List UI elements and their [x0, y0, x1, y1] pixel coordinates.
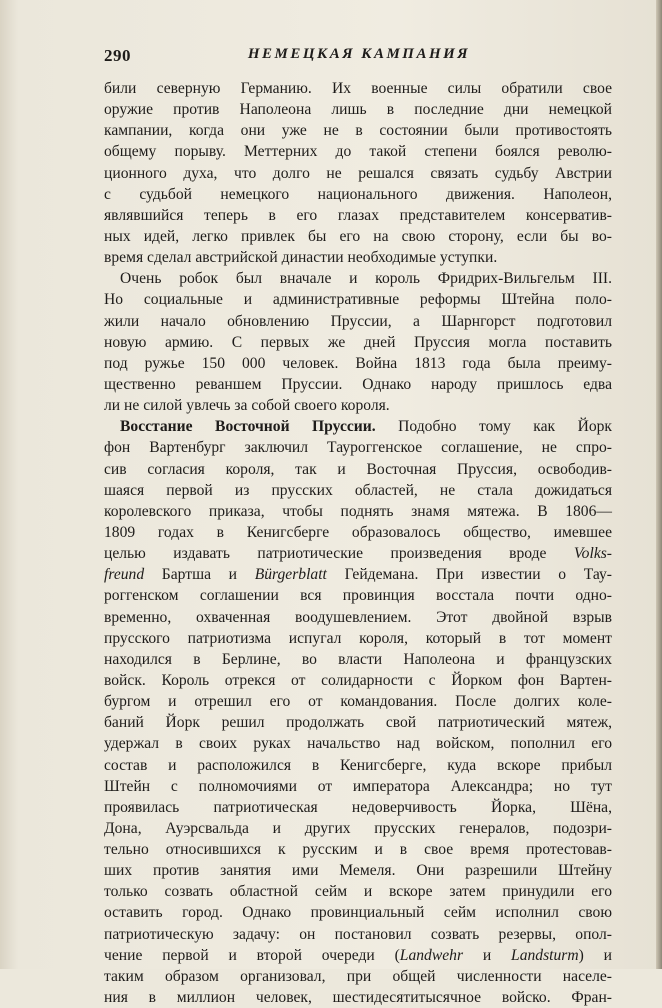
text-line: патриотическую задачу: он постановил созвать резервы, опол- [104, 925, 612, 943]
text-line: ния в миллион человек, шестидесятитысячное войско. Фран- [104, 989, 612, 1007]
text-line: являвшийся теперь в его глазах представителем консерватив- [104, 206, 612, 224]
text-line: с судьбой немецкого национального движения. Наполеон, [104, 185, 612, 203]
text-line: кампании, когда они уже не в состоянии были противостоять [104, 122, 612, 140]
text-line: Очень робок был вначале и король Фридрих-Вильгельм III. [120, 270, 612, 288]
text-line: прусского патриотизма испугал короля, который в тот момент [104, 629, 612, 647]
text-line: чение первой и второй очереди (Landwehr и Landsturm) и [104, 946, 612, 964]
text-line: под ружье 150 000 человек. Война 1813 года была преиму- [104, 354, 612, 372]
text-line: роггенском соглашении вся провинция восстала почти одно- [104, 587, 612, 605]
book-spine-shadow [656, 0, 662, 969]
text-line: королевского приказа, чтобы поднять знамя мятежа. В 1806— [104, 502, 612, 520]
text-line: били северную Германию. Их военные силы обратили свое [104, 80, 612, 97]
text-line: временно, охваченная воодушевлением. Этот двойной взрыв [104, 608, 612, 626]
text-line: таким образом организовал, при общей численности населе- [104, 967, 612, 985]
text-line: Восстание Восточной Пруссии. Подобно тому как Йорк [120, 418, 612, 436]
text-line: ших против занятия ими Мемеля. Они разрешили Штейну [104, 862, 612, 880]
text-line: сив согласия короля, так и Восточная Пруссия, освободив- [104, 460, 612, 478]
text-line: войск. Король отрекся от солидарности с Йорком фон Вартен- [104, 671, 612, 689]
text-line: время сделал австрийской династии необходимые уступки. [104, 249, 498, 267]
text-line: новую армию. С первых же дней Пруссия могла поставить [104, 333, 612, 351]
text-line: оружие против Наполеона лишь в последние дни немецкой [104, 101, 612, 119]
text-line: Штейн с полномочиями от императора Александра; но тут [104, 777, 612, 795]
text-line: тельно относившихся к русским и в свое время протестовав- [104, 841, 612, 859]
page-number: 290 [104, 46, 131, 65]
text-line: проявилась патриотическая недоверчивость Йорка, Шёна, [104, 798, 612, 816]
text-line: Но социальные и административные реформы Штейна поло- [104, 291, 612, 309]
text-line: freund Бартша и Bürgerblatt Гейдемана. При известии о Тау- [104, 566, 612, 584]
text-line: состав и расположился в Кенигсберге, куда вскоре прибыл [104, 756, 612, 774]
text-line: фон Вартенбург заключил Тауроггенское соглашение, не спро- [104, 439, 612, 457]
text-line: ли не силой увлечь за собой своего короля. [104, 397, 390, 415]
text-line: баний Йорк решил продолжать свой патриотический мятеж, [104, 714, 612, 732]
text-line: ных идей, легко привлек бы его на свою сторону, если бы во- [104, 227, 612, 245]
text-line: щественно реваншем Пруссии. Однако народу пришлось едва [104, 375, 612, 393]
text-line: удержал в своих руках начальство над войском, пополнил его [104, 735, 612, 753]
text-line: шаяся первой из прусских областей, не стала дожидаться [104, 481, 612, 499]
running-title: НЕМЕЦКАЯ КАМПАНИЯ [247, 46, 471, 62]
text-line: находился в Берлине, во власти Наполеона и французских [104, 650, 612, 668]
text-line: бургом и отрешил его от командования. После долгих коле- [104, 693, 612, 711]
text-line: ционного духа, что долго не решался связать судьбу Австрии [104, 164, 612, 182]
text-line: целью издавать патриотические произведения вроде Volks- [104, 545, 612, 563]
text-line: только созвать областной сейм и вскоре затем принудили его [104, 883, 612, 901]
text-line: оставить город. Однако провинциальный сейм исполнил свою [104, 904, 612, 922]
text-line: Дона, Ауэрсвальда и других прусских генералов, подозри- [104, 819, 612, 837]
text-line: 1809 годах в Кенигсберге образовалось общество, имевшее [104, 523, 612, 541]
text-line: общему порыву. Меттерних до такой степени боялся револю- [104, 143, 612, 161]
body-text [104, 78, 612, 1008]
text-line: жили начало обновлению Пруссии, а Шарнгорст подготовил [104, 312, 612, 330]
page-header [104, 44, 614, 70]
